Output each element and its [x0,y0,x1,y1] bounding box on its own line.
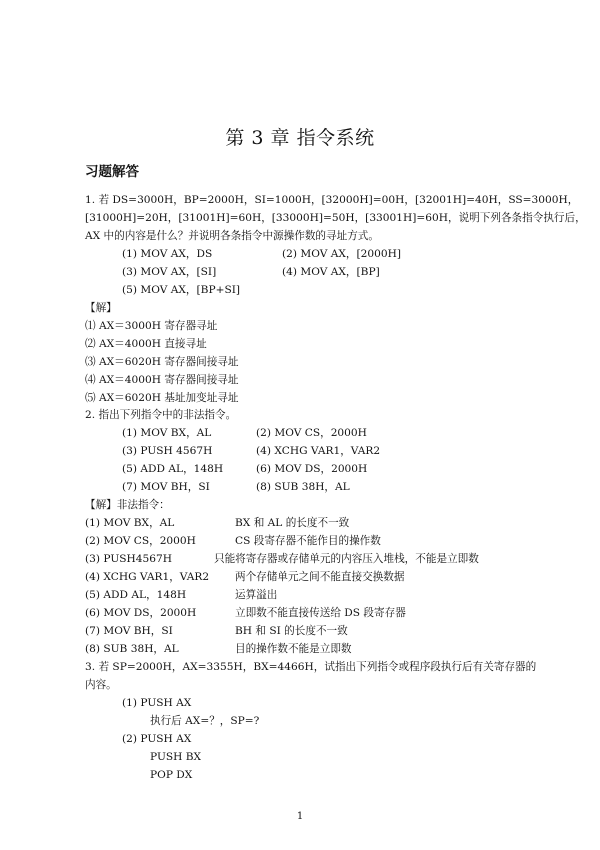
q1-text-line: [31000H]=20H，[31001H]=60H，[33000H]=50H，[33001H]=60H，说明下列各条指令执行后， [85,212,586,224]
q2-item: (4) XCHG VAR1，VAR2 [256,445,381,457]
q1-answer: ⑵ AX＝4000H 直接寻址 [85,338,207,350]
q3-line: POP DX [150,769,193,781]
q2-answer-reason: 立即数不能直接传送给 DS 段寄存器 [235,607,406,619]
q2-item: (8) SUB 38H，AL [256,481,350,493]
q2-answer-label: 【解】非法指令： [85,499,170,511]
q3-line: 执行后 AX=？，SP=? [150,715,260,727]
q3-text-line: 3. 若 SP=2000H，AX=3355H，BX=4466H，试指出下列指令或程序段执行后有关寄存器的 [85,661,537,673]
q1-item: (1) MOV AX，DS [122,248,213,260]
q2-answer-reason: 两个存储单元之间不能直接交换数据 [235,571,405,583]
q2-item: (2) MOV CS，2000H [256,427,367,439]
q2-answer-instr: (1) MOV BX，AL [85,517,175,529]
q2-answer-reason: BH 和 SI 的长度不一致 [235,625,348,637]
q2-item: (1) MOV BX，AL [122,427,212,439]
q2-answer-instr: (7) MOV BH，SI [85,625,173,637]
q2-answer-instr: (5) ADD AL，148H [85,589,187,601]
q1-answer: ⑶ AX＝6020H 寄存器间接寻址 [85,356,239,368]
q2-answer-instr: (3) PUSH4567H [85,553,172,565]
q1-item: (3) MOV AX，[SI] [122,266,217,278]
q2-answer-instr: (6) MOV DS，2000H [85,607,197,619]
page-number: 1 [296,811,304,822]
q1-text-line: 1. 若 DS=3000H，BP=2000H，SI=1000H，[32000H]=00H，[32001H]=40H，SS=3000H， [85,194,579,206]
q1-item: (4) MOV AX，[BP] [282,266,380,278]
q3-line: (2) PUSH AX [122,733,192,745]
q1-answer: ⑸ AX＝6020H 基址加变址寻址 [85,392,239,404]
q3-line: PUSH BX [150,751,202,763]
q2-answer-instr: (8) SUB 38H，AL [85,643,179,655]
q1-text-line: AX 中的内容是什么？并说明各条指令中源操作数的寻址方式。 [85,230,379,242]
q2-item: (6) MOV DS，2000H [256,463,368,475]
section-title: 习题解答 [85,164,139,180]
q1-answer: ⑷ AX＝4000H 寄存器间接寻址 [85,374,239,386]
q2-text: 2. 指出下列指令中的非法指令。 [85,409,237,421]
q2-item: (5) ADD AL，148H [122,463,224,475]
q3-line: (1) PUSH AX [122,697,192,709]
q2-answer-instr: (4) XCHG VAR1，VAR2 [85,571,210,583]
q2-answer-reason: CS 段寄存器不能作目的操作数 [235,535,381,547]
q3-text-line: 内容。 [85,679,117,691]
q2-answer-instr: (2) MOV CS，2000H [85,535,196,547]
q2-answer-reason: 运算溢出 [235,589,278,601]
q2-item: (3) PUSH 4567H [122,445,213,457]
q1-item: (2) MOV AX，[2000H] [282,248,401,260]
q2-item: (7) MOV BH，SI [122,481,210,493]
chapter-title: 第 3 章 指令系统 [225,127,375,149]
q1-answer-label: 【解】 [85,302,117,314]
q2-answer-reason: 只能将寄存器或存储单元的内容压入堆栈，不能是立即数 [214,553,479,565]
q2-answer-reason: BX 和 AL 的长度不一致 [235,517,350,529]
q1-item: (5) MOV AX，[BP+SI] [122,284,241,296]
q2-answer-reason: 目的操作数不能是立即数 [235,643,352,655]
q1-answer: ⑴ AX＝3000H 寄存器寻址 [85,320,218,332]
